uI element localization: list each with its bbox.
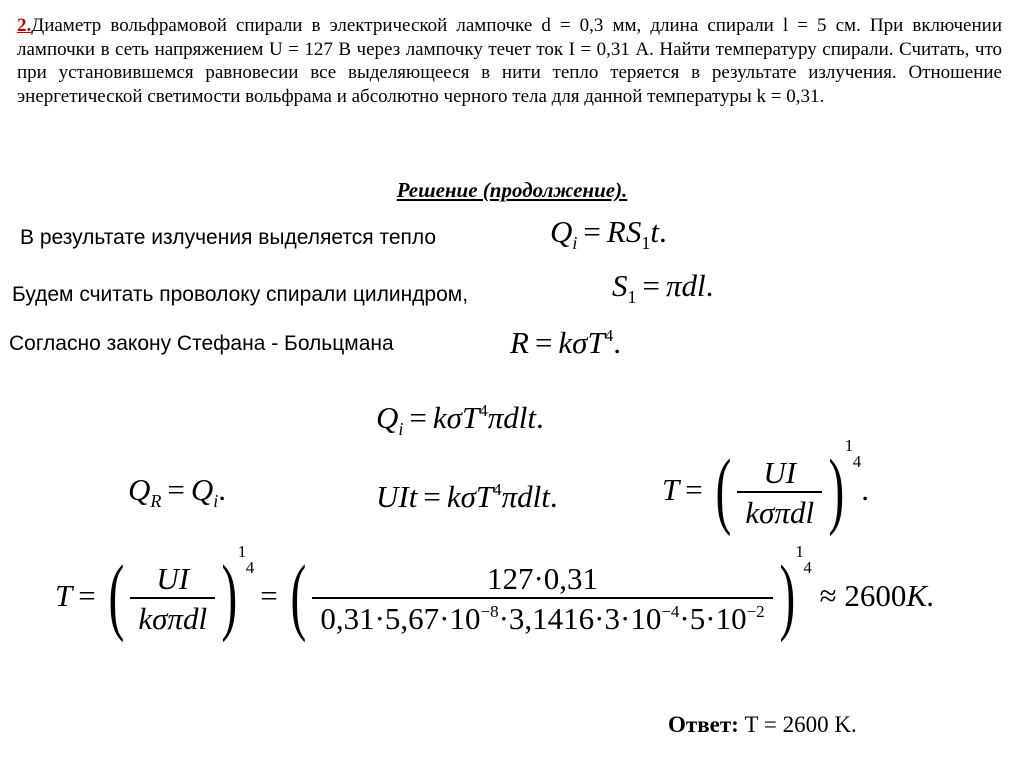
- answer-value: T = 2600 K.: [744, 712, 857, 737]
- formula-s1: $S_1 = \pi dl$.: [612, 268, 714, 307]
- formula-t-numeric: T = ( $\frac{UI}{\text{kσπdl}}$ ) 1 4 = ( $\frac{127\cdot 0,31}{0,31\cdot 5,67\cdot 10^{-8}\cdot 3,1416\cdot 3\cdot 10^{-4}\cdot 5\cdot 10^{-2}}$ ) 1 4 ≈ 2600K.: [55, 542, 935, 643]
- answer-label: Ответ:: [668, 712, 739, 737]
- formula-qi-expanded: $Q_i = k\sigma T^4\pi dlt$.: [376, 400, 544, 439]
- answer: [668, 712, 857, 738]
- numeric-denominator: $0,31\cdot 5,67\cdot 10^{-8}\cdot 3,1416\cdot 3\cdot 10^{-4}\cdot 5\cdot 10^{-2}$: [312, 597, 772, 637]
- problem-statement: [17, 14, 1002, 108]
- numeric-numerator: 127·0,31: [486, 561, 599, 596]
- solution-line-2: Будем считать проволоку спирали цилиндром,: [12, 283, 469, 306]
- formula-t-general: T = ( $\frac{UI}{\text{kσπdl}}$ ) 1 4 .: [662, 436, 869, 537]
- formula-q-equals-rs1t: $Q_i = RS_1t$.: [550, 214, 667, 253]
- numeric-result-unit: K.: [906, 578, 935, 614]
- problem-text: Диаметр вольфрамовой спирали в электрической лампочке d = 0,3 мм, длина спирали l = 5 см. При включении лампочки в сеть напряжением U = 127 В через лампочку течет ток I = 0,31 А. Найти температуру спирали. Считать, что при установившемся равновесии все выделяющееся в нити тепло теряется в результате излучения. Отношение энергетической светимости вольфрама и абсолютно черного тела для данной температуры k = 0,31.: [17, 15, 1002, 107]
- formula-uit: UIt = kσT$^4$πdlt.: [376, 479, 558, 514]
- formula-qr-equals-qi: $Q_R = Q_i$.: [128, 472, 227, 511]
- solution-line-3: Согласно закону Стефана - Больцмана: [9, 332, 394, 355]
- formula-stefan-boltzmann: R = kσT$^4$.: [510, 325, 621, 360]
- problem-number: 2.: [17, 15, 32, 36]
- solution-line-1: В результате излучения выделяется тепло: [20, 226, 437, 249]
- solution-title: Решение (продолжение).: [396, 178, 628, 202]
- numeric-result: ≈ 2600: [819, 578, 907, 614]
